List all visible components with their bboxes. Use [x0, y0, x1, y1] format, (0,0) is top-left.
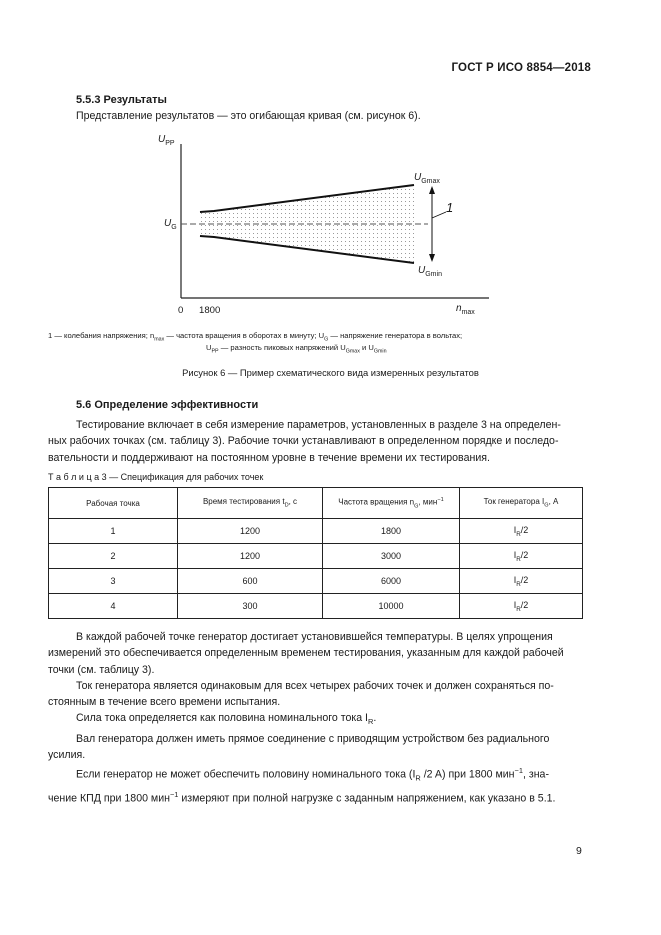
ug-label: $U_G$ [164, 218, 177, 231]
table-cell: 1200 [178, 519, 323, 544]
table-header-cell: Рабочая точка [49, 488, 178, 519]
upp-arrow-top [429, 186, 435, 194]
section-5-6-line: Тестирование включает в себя измерение параметров, установленных в разделе 3 на определен- [76, 419, 561, 431]
body-line: Если генератор не может обеспечить половину номинального тока ($I_R$ /2 A) при 1800 мин$^{-1}$, зна- [76, 766, 549, 784]
body-line: точки (см. таблицу 3). [48, 663, 155, 676]
body-line: Ток генератора является одинаковым для всех четырех рабочих точек и должен сохраняться по- [76, 679, 554, 692]
body-line: усилия. [48, 749, 86, 762]
section-heading-5-6: 5.6 Определение эффективности [76, 399, 259, 411]
table-cell: 600 [178, 569, 323, 594]
table-cell: 2 [49, 544, 178, 569]
body-line: Вал генератора должен иметь прямое соединение с приводящим устройством без радиального [76, 732, 550, 745]
x-axis-label: $n_{max}$ [456, 303, 475, 316]
upp-arrow-bottom [429, 254, 435, 262]
y-axis-label: $U_{PP}$ [158, 134, 175, 147]
table-header-cell: Частота вращения $n_G$, мин$^{-1}$ [323, 488, 460, 519]
table-row [49, 519, 583, 544]
section-5-5-3-text: Представление результатов — это огибающая кривая (см. рисунок 6). [76, 110, 421, 122]
table-cell: 3 [49, 569, 178, 594]
figure-legend-line1: 1 — колебания напряжения; $n_{max}$ — частота вращения в оборотах в минуту; $U_G$ — напряжение генератора в вольтах; [48, 331, 463, 343]
table-cell: 10000 [323, 594, 460, 619]
table-row [49, 594, 583, 619]
callout-leader [432, 212, 446, 218]
page-number: 9 [576, 845, 582, 857]
table-cell: 6000 [323, 569, 460, 594]
section-5-6-line: ных рабочих точках (см. таблицу 3). Рабочие точки устанавливают в определенном порядке и последо- [48, 435, 559, 448]
tick-1800-label: 1800 [199, 305, 221, 316]
table-row [49, 544, 583, 569]
ugmax-label: $U_{Gmax}$ [414, 172, 440, 185]
body-text-block [48, 629, 583, 807]
table-title: Т а б л и ц а 3 — Спецификация для рабочих точек [48, 472, 264, 482]
table-header-row [49, 488, 583, 519]
figure-legend-line2: $U_{PP}$ — разность пиковых напряжений $U_{Gmax}$ и $U_{Gmin}$ [206, 343, 387, 355]
table-cell: $I_R/2$ [460, 544, 583, 569]
body-line: измерений это обеспечивается определенным временем тестирования, указанным для каждой рабочей [48, 647, 564, 660]
table-header-cell: Время тестирования $t_D$, с [178, 488, 323, 519]
table-cell: 3000 [323, 544, 460, 569]
standard-header: ГОСТ Р ИСО 8854—2018 [451, 62, 591, 74]
section-5-6-paragraph [48, 417, 583, 466]
table-cell: $I_R/2$ [460, 519, 583, 544]
body-line: чение КПД при 1800 мин$^{-1}$ измеряют при полной нагрузке с заданным напряжением, как указано в 5.1. [48, 790, 556, 805]
table-cell: $I_R/2$ [460, 569, 583, 594]
section-heading-5-5-3: 5.5.3 Результаты [76, 94, 167, 106]
table-cell: 4 [49, 594, 178, 619]
table-row [49, 569, 583, 594]
callout-number: 1 [446, 200, 454, 215]
table-cell: 1 [49, 519, 178, 544]
table-cell: 1200 [178, 544, 323, 569]
section-5-6-line: вательности и поддерживают на постоянном уровне в течение времени их тестирования. [48, 451, 490, 464]
spec-table [48, 487, 583, 619]
body-line: В каждой рабочей точке генератор достигает установившейся температуры. В целях упрощения [76, 631, 553, 643]
body-line: стоянным в течение всего времени испытания. [48, 696, 281, 709]
table-cell: 300 [178, 594, 323, 619]
table-header-cell: Ток генератора $I_G$, А [460, 488, 583, 519]
table-cell: $I_R/2$ [460, 594, 583, 619]
body-line: Сила тока определяется как половина номинального тока $I_R$. [76, 712, 377, 727]
table-cell: 1800 [323, 519, 460, 544]
figure-6-diagram [0, 120, 661, 330]
origin-label: 0 [178, 305, 184, 316]
figure-caption: Рисунок 6 — Пример схематического вида измеренных результатов [182, 367, 479, 378]
ugmin-label: $U_{Gmin}$ [418, 265, 442, 278]
